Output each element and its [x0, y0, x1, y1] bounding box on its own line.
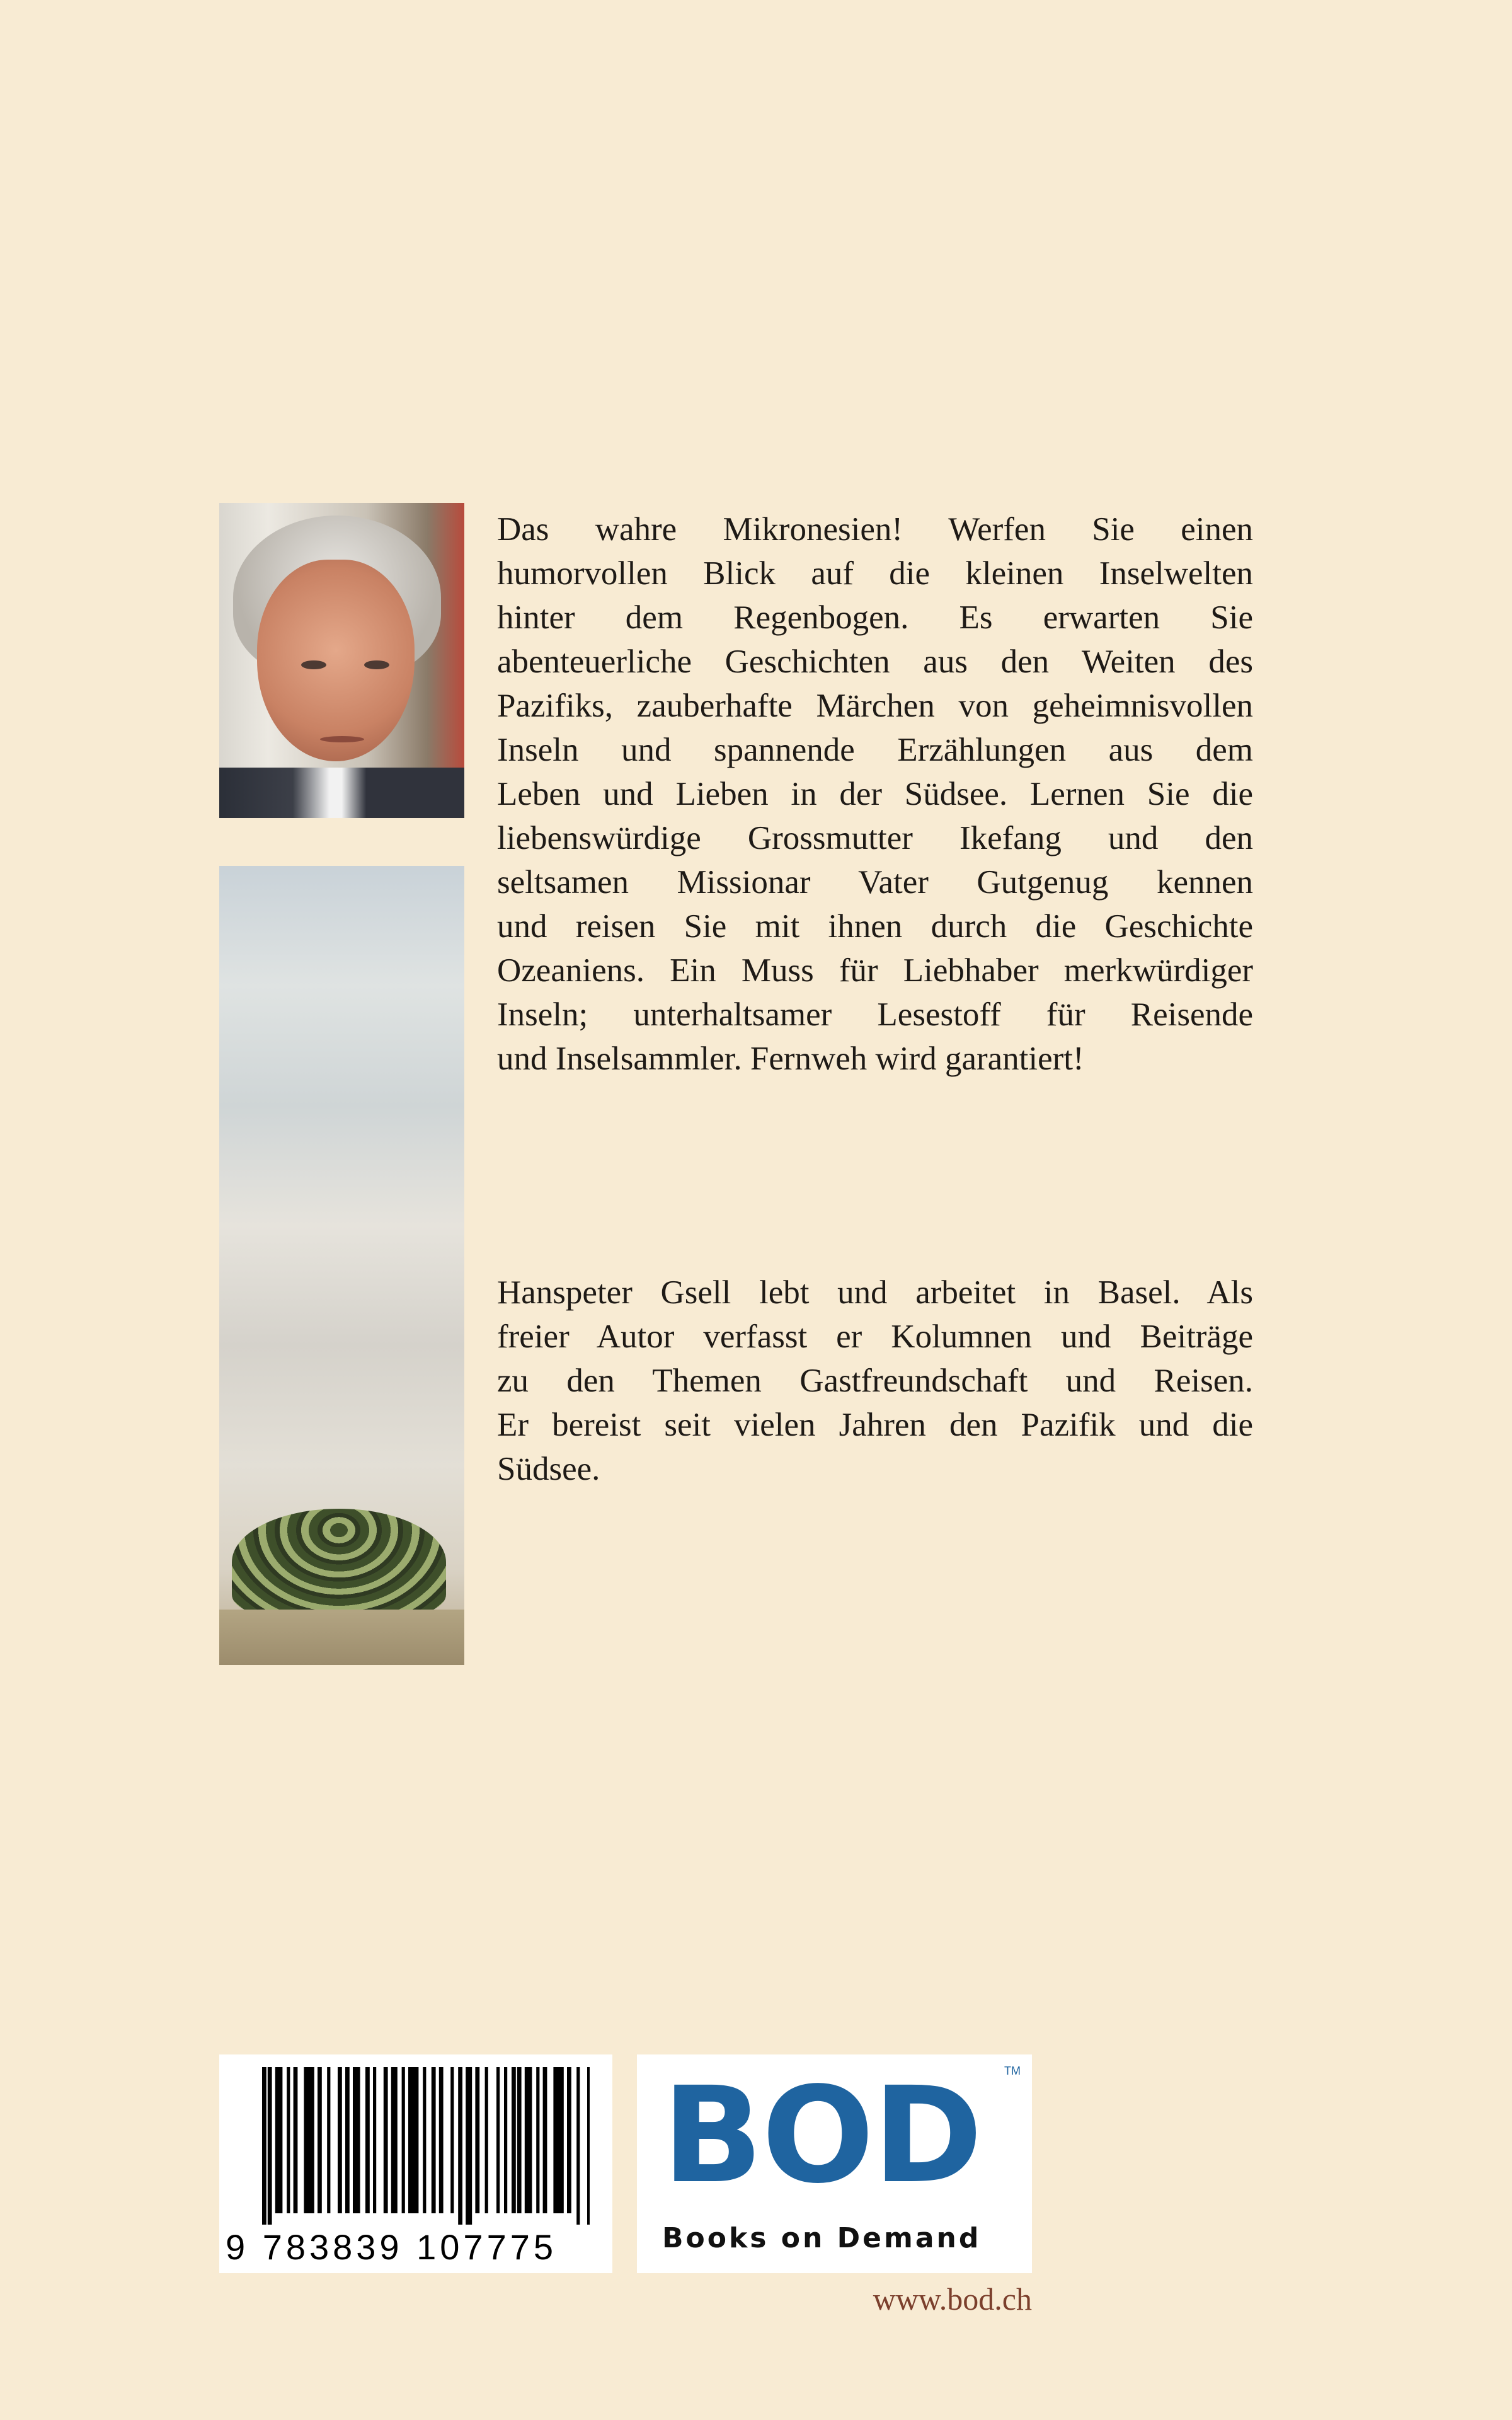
bio-line: Hanspeter Gsell lebt und arbeitet in Basel. Als	[497, 1274, 1253, 1311]
barcode-bar	[543, 2067, 547, 2213]
blurb-line: Inseln und spannende Erzählungen aus dem	[497, 732, 1253, 768]
bio-line: Südsee.	[497, 1451, 600, 1487]
barcode-bar	[384, 2067, 388, 2213]
publisher-tagline: Books on Demand	[662, 2222, 982, 2254]
bio-line: Er bereist seit vielen Jahren den Pazifik und die	[497, 1407, 1253, 1443]
blurb-line: und Inselsammler. Fernweh wird garantiert!	[497, 1040, 1084, 1077]
trademark-symbol: TM	[1004, 2065, 1021, 2077]
barcode-bar	[318, 2067, 322, 2213]
isbn-number: 9 783839 107775	[226, 2227, 557, 2267]
barcode-bar	[517, 2067, 522, 2213]
bod-logo-text: BOD	[662, 2058, 982, 2213]
bio-line: zu den Themen Gastfreundschaft und Reisen.	[497, 1363, 1253, 1399]
book-blurb	[497, 507, 1253, 1081]
barcode-bar	[304, 2067, 314, 2213]
barcode-bar	[345, 2067, 350, 2213]
author-bio	[497, 1270, 1253, 1491]
blurb-line: Pazifiks, zauberhafte Märchen von geheimnisvollen	[497, 688, 1253, 724]
blurb-line: Das wahre Mikronesien! Werfen Sie einen	[497, 511, 1253, 548]
beach-water	[219, 1610, 464, 1665]
barcode-bar	[353, 2067, 360, 2213]
barcode-bar	[496, 2067, 500, 2213]
barcode-bars	[262, 2067, 590, 2225]
barcode-bar	[439, 2067, 444, 2213]
author-suit	[219, 768, 464, 818]
barcode-bar	[512, 2067, 516, 2213]
barcode-bar	[466, 2067, 472, 2225]
barcode-bar	[294, 2067, 298, 2213]
isbn-barcode	[219, 2054, 612, 2273]
barcode-bar	[553, 2067, 563, 2213]
barcode-bar	[458, 2067, 462, 2225]
barcode-bar	[275, 2067, 283, 2213]
author-eye	[364, 660, 389, 669]
bod-logo	[637, 2054, 1032, 2273]
barcode-bar	[504, 2067, 507, 2213]
blurb-line: abenteuerliche Geschichten aus den Weiten des	[497, 643, 1253, 680]
barcode-bar	[567, 2067, 571, 2213]
barcode-bar	[373, 2067, 376, 2213]
blurb-line: seltsamen Missionar Vater Gutgenug kennen	[497, 864, 1253, 901]
author-face	[257, 560, 415, 761]
barcode-bar	[327, 2067, 330, 2213]
author-mouth	[320, 736, 364, 742]
barcode-bar	[587, 2067, 590, 2225]
blurb-line: liebenswürdige Grossmutter Ikefang und den	[497, 820, 1253, 856]
author-photo	[219, 503, 464, 818]
bio-line: freier Autor verfasst er Kolumnen und Beiträge	[497, 1318, 1253, 1355]
blurb-line: Inseln; unterhaltsamer Lesestoff für Reisende	[497, 996, 1253, 1033]
barcode-bar	[262, 2067, 266, 2225]
seashell-image	[219, 866, 464, 1665]
blurb-line: Ozeaniens. Ein Muss für Liebhaber merkwürdiger	[497, 952, 1253, 989]
barcode-bar	[402, 2067, 405, 2213]
barcode-bar	[475, 2067, 479, 2213]
barcode-bar	[450, 2067, 454, 2213]
barcode-bar	[287, 2067, 290, 2213]
barcode-bar	[423, 2067, 426, 2213]
publisher-url[interactable]: www.bod.ch	[873, 2281, 1032, 2317]
barcode-bar	[525, 2067, 532, 2213]
barcode-bar	[365, 2067, 370, 2213]
shell-shape	[232, 1509, 446, 1616]
barcode-bar	[408, 2067, 418, 2213]
barcode-bar	[432, 2067, 436, 2213]
barcode-bar	[391, 2067, 398, 2213]
barcode-bar	[576, 2067, 580, 2225]
blurb-line: humorvollen Blick auf die kleinen Inselwelten	[497, 555, 1253, 592]
barcode-bar	[338, 2067, 342, 2213]
blurb-line: hinter dem Regenbogen. Es erwarten Sie	[497, 599, 1253, 636]
barcode-bar	[268, 2067, 272, 2225]
barcode-bar	[485, 2067, 488, 2213]
blurb-line: und reisen Sie mit ihnen durch die Geschichte	[497, 908, 1253, 945]
barcode-bar	[536, 2067, 539, 2213]
blurb-line: Leben und Lieben in der Südsee. Lernen Sie die	[497, 776, 1253, 812]
author-eye	[301, 660, 326, 669]
